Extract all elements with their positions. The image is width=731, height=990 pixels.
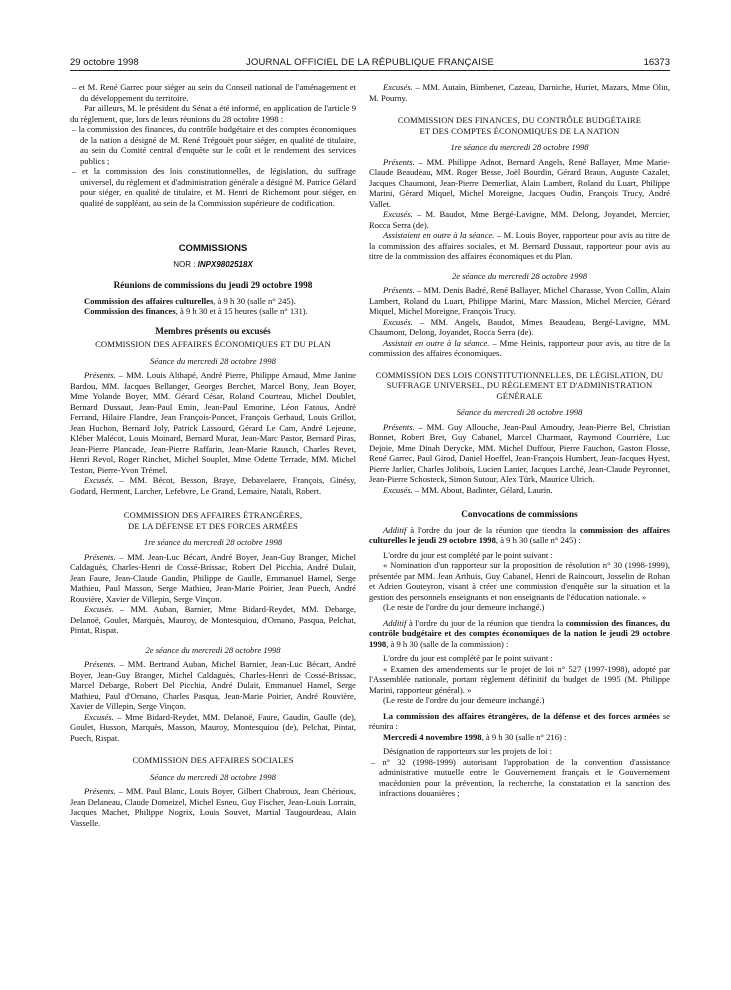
excuses-list: – MM. Auban, Barnier, Mme Bidard-Reydet, MM. Debarge, Delanoë, Goulet, Marquès, Mauroy, de Montesquiou, d'Ornano, Pasqua, Pelchat, Pintat, Rispat. — [70, 604, 356, 635]
presents-label: Présents. — [84, 551, 116, 562]
meeting-time: , à 9 h 30 (salle n° 216) : — [481, 731, 567, 742]
odj-reste: (Le reste de l'ordre du jour demeure inchangé.) — [383, 602, 545, 612]
presents-paragraph — [369, 422, 670, 485]
excuses-label: Excusés. — [84, 604, 114, 614]
excuses-list: – MM. Angels, Baudot, Mmes Beaudeau, Bergé-Lavigne, MM. Chaumont, Delong, Joyandet, Rocca Serra (de). — [369, 316, 670, 337]
excuses-paragraph — [369, 209, 670, 230]
presents-label: Présents. — [383, 156, 415, 167]
presents-label: Présents. — [383, 421, 415, 432]
presents-list: – MM. Guy Allouche, Jean-Paul Amoudry, Jean-Pierre Bel, Christian Bonnet, Robert Bret, Guy Cabanel, Marcel Charmant, Raymond Courrière, Luc Dejoie, Mme Dinah Derycke, MM. Michel Duffour, Pierre Fauchon, Gaston Flosse, René Garrec, Paul Girod, Daniel Hoeffel, Jean-François Humbert, Jean-Jacques Hyest, Pierre Jarlier, Charles Jolibois, Lucien Lanier, Jacques Larché, Jean-Claude Peyronnet, Jean-Pierre Schosteck, Simon Sutour, Alex Türk, Maurice Ulrich. — [369, 421, 670, 484]
excuses-label: Excusés. — [383, 316, 413, 327]
reunion-time: , à 9 h 30 (salle n° 245). — [213, 295, 296, 306]
additif-text: à l'ordre du jour de la réunion que tiendra la — [406, 617, 566, 628]
reunion-line — [70, 306, 356, 317]
commission-name: Commission des affaires culturelles — [84, 295, 214, 306]
excuses-paragraph — [369, 485, 670, 496]
odj-point: « Nomination d'un rapporteur sur la proposition de résolution n° 30 (1998-1999), présentée par MM. Jean Arthuis, Guy Cabanel, Henri de Raincourt, Josselin de Rohan et Adrien Gouteyron, visant à créer une commission d'enquête sur la situation et la gestion des personnels enseignants et non enseignants de l'éducation nationale. » — [369, 560, 670, 602]
presents-list: – MM. Paul Blanc, Louis Boyer, Gilbert Chabroux, Jean Chérioux, Jean Delaneau, Claude Domeizel, Michel Esneu, Guy Fischer, Jean-Louis Lorrain, Jacques Machet, Philippe Nogrix, Louis Souvet, Martial Taugourdeau, Alain Vasselle. — [70, 786, 356, 828]
convocation-date — [369, 732, 670, 743]
commission-heading: COMMISSION DES AFFAIRES ÉTRANGÈRES, — [123, 510, 303, 520]
presents-list: – MM. Louis Althapé, André Pierre, Philippe Arnaud, Mme Janine Bardou, MM. Jacques Bellanger, Georges Berchet, Marcel Bony, Jean Boyer, Mme Yolande Boyer, MM. Gérard César, Roland Courteau, Michel Doublet, Bernard Dussaut, Jean-Paul Emin, Jean-Paul Emorine, Léon Fatous, André Ferrand, Hilaire Flandre, Jean François-Poncet, François Gerbaud, Louis Grillot, Jean Huchon, Bernard Joly, Patrick Lassourd, Gérard Le Cam, André Lejeune, Kléber Malécot, Louis Moinard, Bernard Murat, Jean-Marc Pastor, Bernard Piras, Jean-Pierre Plancade, Jean-Pierre Raffarin, Jean-Marie Rausch, Charles Revet, Henri Revol, Roger Rinchet, Michel Souplet, Mme Odette Terrade, MM. Michel Teston, Pierre-Yvon Trémel. — [70, 370, 356, 475]
reunions-title: Réunions de commissions du jeudi 29 octobre 1998 — [113, 280, 313, 290]
assistant-label: Assistaient en outre à la séance. — [383, 230, 495, 240]
presents-label: Présents. — [84, 786, 116, 796]
reunion-line — [70, 296, 356, 307]
reunion-time: , à 9 h 30 et à 15 heures (salle n° 131). — [175, 306, 308, 316]
excuses-paragraph — [70, 604, 356, 636]
excuses-list: – MM. Autain, Bimbenet, Cazeau, Darniche, Huriet, Mazars, Mme Olin, M. Pourny. — [369, 82, 670, 103]
paragraph: – et M. René Garrec pour siéger au sein du Conseil national de l'aménagement et du développement du territoire. — [72, 82, 356, 103]
excuses-list: – MM. About, Badinter, Gélard, Laurin. — [412, 484, 553, 495]
convocations-title: Convocations de commissions — [461, 509, 578, 519]
excuses-label: Excusés. — [383, 209, 413, 219]
header-date: 29 octobre 1998 — [70, 57, 139, 68]
seance-heading: Séance du mercredi 28 octobre 1998 — [456, 407, 583, 417]
excuses-list: – Mme Bidard-Reydet, MM. Delanoë, Faure, Gaudin, Gaulle (de), Goulet, Husson, Marquès, Masson, Mauroy, Montesquiou (de), Pelchat, Pintat, Puech, Rispat. — [70, 711, 356, 743]
odj-point: « Examen des amendements sur le projet de loi n° 527 (1997-1998), adopté par l'Assemblée nationale, portant règlement définitif du budget de 1995 (M. Philippe Marini, rapporteur général). » — [369, 663, 670, 695]
presents-paragraph — [369, 157, 670, 210]
odj-paragraph: L'ordre du jour est complété par le point suivant : — [383, 653, 553, 663]
commission-heading: ET DES COMPTES ÉCONOMIQUES DE LA NATION — [419, 125, 620, 136]
additif-text: , à 9 h 30 (salle de la commission) : — [386, 638, 509, 649]
convocation-paragraph — [369, 711, 670, 732]
presents-list: – MM. Philippe Adnot, Bernard Angels, René Ballayer, Mme Marie-Claude Beaudeau, MM. Roger Besse, Joël Bourdin, Gérard Braun, Auguste Cazalet, Jacques Chaumont, Jean-Pierre Demerliat, Alain Lambert, Roland du Luart, Philippe Marini, Gérard Miquel, Michel Moreigne, Jacques Oudin, François Trucy, André Vallet. — [369, 156, 670, 209]
convocation-text: se réunira : — [369, 710, 670, 731]
excuses-paragraph — [70, 712, 356, 744]
left-column — [70, 82, 356, 828]
additif-text: à l'ordre du jour de la réunion que tiendra la — [406, 524, 580, 535]
paragraph: – et la commission des lois constitutionnelles, de législation, du suffrage universel, du règlement et d'administration générale a désigné M. Patrice Gélard pour siéger, en qualité de titulaire, et M. Henri de Richemont pour siéger, en qualité de suppléant, au sein de la Commission supérieure de codification. — [72, 166, 356, 208]
excuses-paragraph — [369, 82, 670, 103]
presents-list: – MM. Denis Badré, René Ballayer, Michel Charasse, Yvon Collin, Alain Lambert, Roland du Luart, Philippe Marini, Marc Massion, Michel Mercier, Gérard Miquel, Michel Moreigne, François Trucy. — [369, 285, 670, 316]
paragraph: – la commission des finances, du contrôle budgétaire et des comptes économiques de la nation a désigné de M. René Trégouët pour siéger, en qualité de titulaire, au sein du Comité central d'enquête sur le coût et le rendement des services publics ; — [72, 124, 356, 166]
excuses-paragraph — [70, 475, 356, 496]
presents-paragraph — [70, 370, 356, 475]
header-rule — [70, 70, 670, 71]
commission-name: Commission des finances — [84, 306, 176, 316]
meeting-date: Mercredi 4 novembre 1998 — [383, 731, 482, 742]
paragraph: Par ailleurs, M. le président du Sénat a été informé, en application de l'article 9 du règlement, que, lors de leurs réunions du 28 octobre 1998 : — [70, 103, 356, 124]
designation-paragraph: Désignation de rapporteurs sur les projets de loi : — [383, 746, 552, 756]
additif-text: , à 9 h 30 (salle n° 245) : — [495, 535, 581, 545]
assistant-paragraph — [369, 338, 670, 359]
presents-label: Présents. — [84, 659, 116, 669]
excuses-list: – MM. Bécot, Besson, Braye, Debavelaere, François, Ginésy, Godard, Herment, Larcher, Lefebvre, Le Grand, Lemaire, Natali, Robert. — [70, 475, 356, 496]
seance-heading: 1re séance du mercredi 28 octobre 1998 — [143, 537, 283, 547]
nor-reference — [70, 260, 356, 271]
assistant-text: – M. Louis Boyer, rapporteur pour avis au titre de la commission des affaires sociales, et M. Bernard Dussaut, rapporteur pour avis au titre de la commission des affaires économiques et du Plan. — [369, 230, 670, 261]
assistant-label: Assistait en outre à la séance. — [383, 337, 490, 348]
commission-name: La commission des affaires étrangères, de la défense et des forces armées — [383, 710, 660, 721]
additif-label: Additif — [383, 617, 407, 628]
presents-paragraph — [70, 786, 356, 828]
additif-label: Additif — [383, 524, 407, 535]
nor-value: INPX9802518X — [197, 259, 253, 269]
assistant-text: – Mme Heinis, rapporteur pour avis, au titre de la commission des affaires économiques. — [369, 337, 670, 358]
nor-label: NOR : — [173, 259, 198, 269]
presents-label: Présents. — [383, 285, 415, 295]
designation-item: – n° 32 (1998-1999) autorisant l'approbation de la convention d'assistance administrative mutuelle entre le Gouvernement français et le Gouvernement macédonien pour la prévention, la recherche, la constatation et la sanction des infractions douanières ; — [371, 756, 670, 798]
excuses-label: Excusés. — [383, 484, 413, 495]
additif-paragraph — [369, 618, 670, 650]
header-page-number: 16373 — [643, 57, 670, 68]
presents-paragraph — [70, 659, 356, 712]
commission-name: commission des finances, du contrôle budgétaire et des comptes économiques de la nation le jeudi 29 octobre 1998 — [369, 617, 670, 649]
section-title-commissions: COMMISSIONS — [178, 243, 248, 254]
page-header — [70, 57, 670, 71]
seance-heading: Séance du mercredi 28 octobre 1998 — [150, 355, 276, 366]
commission-heading: COMMISSION DES FINANCES, DU CONTRÔLE BUDGÉTAIRE — [397, 115, 642, 125]
seance-heading: Séance du mercredi 28 octobre 1998 — [150, 771, 276, 782]
header-title: JOURNAL OFFICIEL DE LA RÉPUBLIQUE FRANÇAISE — [245, 57, 495, 68]
presents-label: Présents. — [84, 370, 116, 380]
commission-name: commission des affaires culturelles le jeudi 29 octobre 1998 — [369, 524, 670, 545]
excuses-label: Excusés. — [84, 711, 114, 722]
seance-heading: 2e séance du mercredi 28 octobre 1998 — [451, 270, 588, 281]
commission-heading: DE LA DÉFENSE ET DES FORCES ARMÉES — [128, 520, 298, 531]
membres-title: Membres présents ou excusés — [155, 325, 271, 336]
right-column — [369, 82, 670, 799]
commission-heading: COMMISSION DES AFFAIRES ÉCONOMIQUES ET DU PLAN — [95, 339, 331, 349]
odj-paragraph: L'ordre du jour est complété par le point suivant : — [383, 549, 553, 560]
odj-reste: (Le reste de l'ordre du jour demeure inchangé.) — [383, 695, 545, 705]
presents-paragraph — [369, 285, 670, 317]
excuses-label: Excusés. — [383, 82, 413, 92]
excuses-label: Excusés. — [84, 475, 114, 485]
commission-heading: COMMISSION DES AFFAIRES SOCIALES — [132, 755, 294, 765]
seance-heading: 1re séance du mercredi 28 octobre 1998 — [450, 142, 589, 152]
presents-list: – MM. Bertrand Auban, Michel Barnier, Jean-Luc Bécart, André Boyer, Jean-Guy Branger, Michel Caldaguès, Charles-Henri de Cossé-Brissac, Marcel Debarge, Robert Del Picchia, André Dulait, Emmanuel Hamel, Serge Mathieu, Paul d'Ornano, Charles Pasqua, Jean-Marie Poirier, André Rouvière, Xavier de Villepin, Serge Vinçon. — [70, 659, 356, 711]
presents-list: – MM. Jean-Luc Bécart, André Boyer, Jean-Guy Branger, Michel Caldaguès, Charles-Henri de Cossé-Brissac, Robert Del Picchia, André Dulait, Jean Faure, Jean-Claude Gaudin, Philippe de Gaulle, Emmanuel Hamel, Serge Mathieu, Paul Masson, Serge Mathieu, Jean-Marie Poirier, Jean Puech, André Rouvière, Xavier de Villepin, Serge Vinçon. — [70, 551, 356, 604]
additif-paragraph — [369, 525, 670, 546]
presents-paragraph — [70, 552, 356, 605]
excuses-paragraph — [369, 317, 670, 338]
commission-heading: COMMISSION DES LOIS CONSTITUTIONNELLES, DE LÉGISLATION, DU SUFFRAGE UNIVERSEL, DU RÈGLEMENT ET D'ADMINISTRATION GÉNÉRALE — [375, 369, 664, 401]
assistant-paragraph — [369, 230, 670, 262]
excuses-list: – M. Baudot, Mme Bergé-Lavigne, MM. Delong, Joyandet, Mercier, Rocca Serra (de). — [369, 209, 670, 230]
seance-heading: 2e séance du mercredi 28 octobre 1998 — [145, 644, 281, 655]
